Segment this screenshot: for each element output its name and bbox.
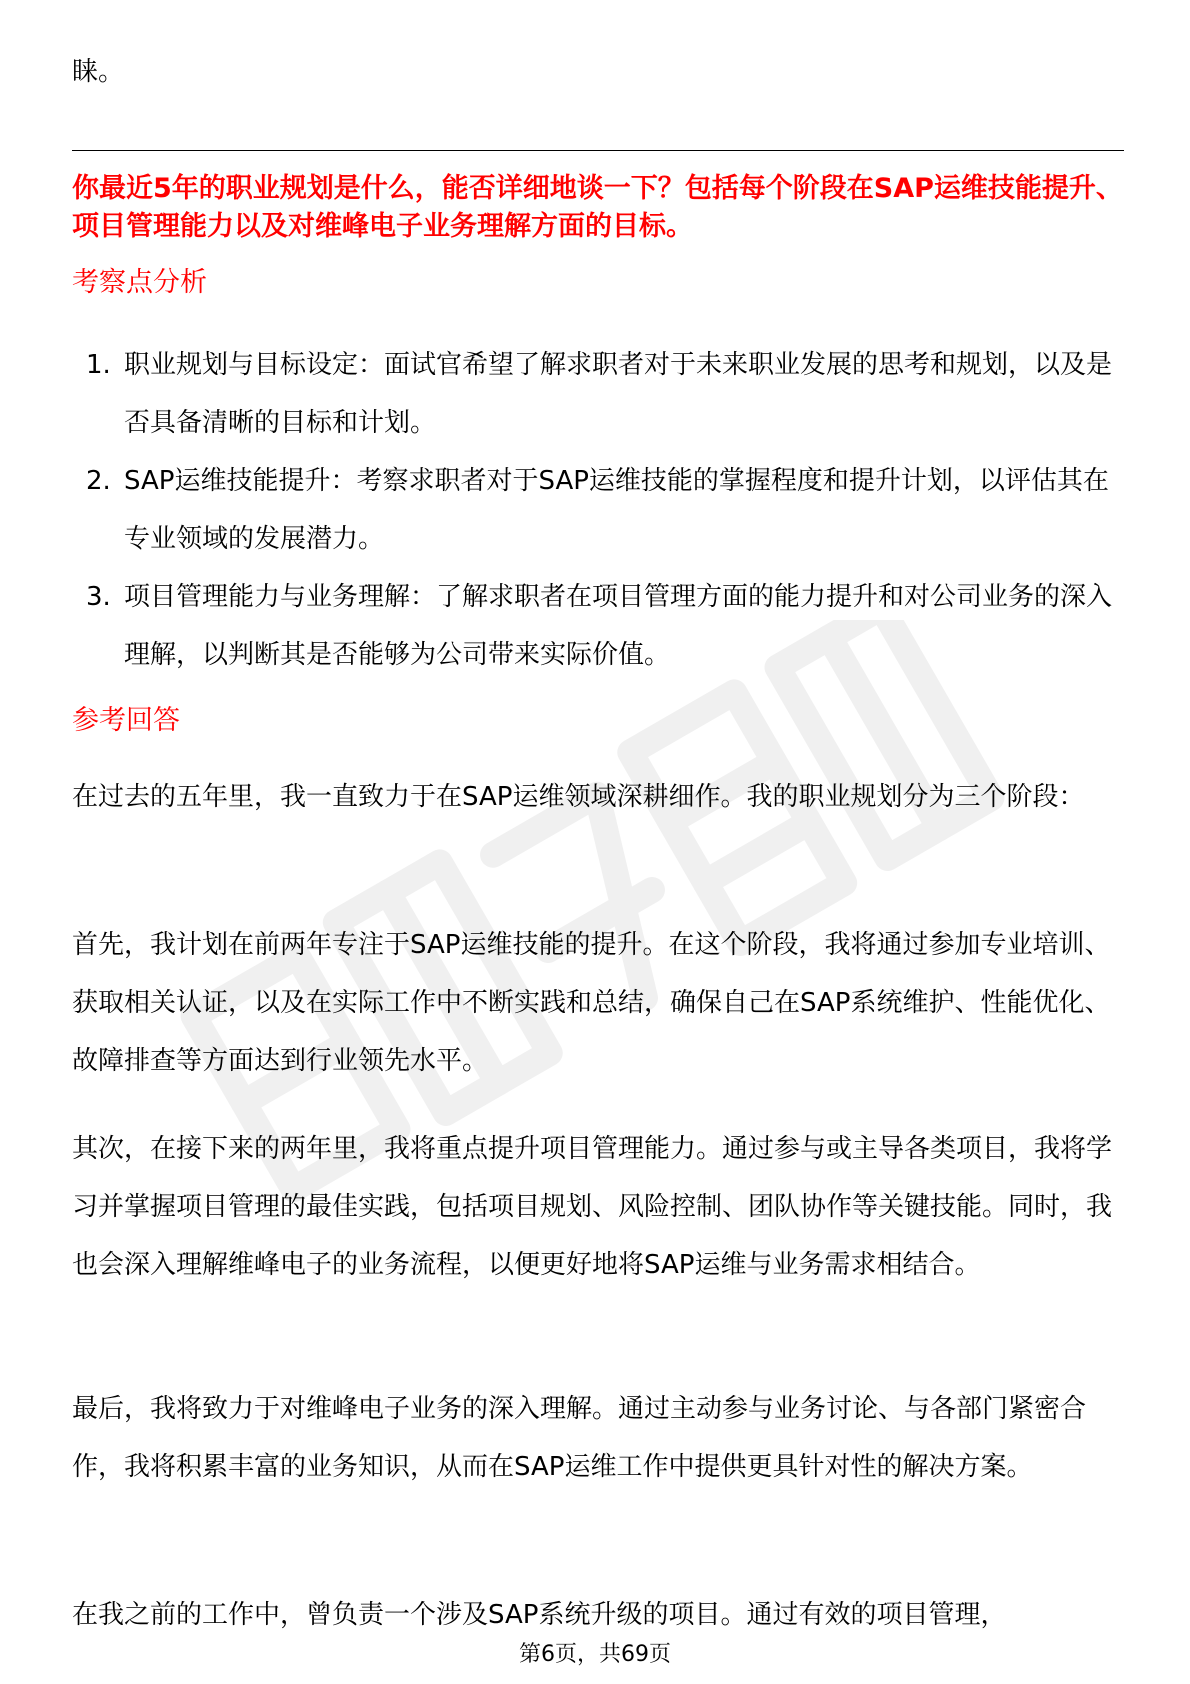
list-item-number: 2. — [86, 466, 111, 496]
section-divider — [72, 150, 1124, 151]
analysis-list — [72, 336, 1124, 684]
page-number: 第6页，共69页 — [519, 1642, 671, 1667]
answer-paragraph: 首先，我计划在前两年专注于SAP运维技能的提升。在这个阶段，我将通过参加专业培训、获取相关认证，以及在实际工作中不断实践和总结，确保自己在SAP系统维护、性能优化、故障排查等方面达到行业领先水平。 — [72, 930, 1111, 1076]
analysis-title: 考察点分析 — [72, 267, 207, 298]
answer-paragraph: 其次，在接下来的两年里，我将重点提升项目管理能力。通过参与或主导各类项目，我将学习并掌握项目管理的最佳实践，包括项目规划、风险控制、团队协作等关键技能。同时，我也会深入理解维峰电子的业务流程，以便更好地将SAP运维与业务需求相结合。 — [72, 1134, 1113, 1280]
question-heading: 你最近5年的职业规划是什么，能否详细地谈一下？包括每个阶段在SAP运维技能提升、项目管理能力以及对维峰电子业务理解方面的目标。 — [72, 173, 1123, 242]
list-item — [72, 568, 1124, 684]
list-item-number: 3. — [86, 582, 111, 612]
list-item-text: SAP运维技能提升：考察求职者对于SAP运维技能的掌握程度和提升计划，以评估其在专业领域的发展潜力。 — [124, 466, 1109, 554]
list-item — [72, 336, 1124, 452]
answer-paragraph: 最后，我将致力于对维峰电子业务的深入理解。通过主动参与业务讨论、与各部门紧密合作，我将积累丰富的业务知识，从而在SAP运维工作中提供更具针对性的解决方案。 — [72, 1394, 1087, 1482]
list-item-text: 职业规划与目标设定：面试官希望了解求职者对于未来职业发展的思考和规划，以及是否具备清晰的目标和计划。 — [124, 350, 1113, 438]
answer-title: 参考回答 — [72, 705, 180, 736]
answer-paragraph: 在过去的五年里，我一直致力于在SAP运维领域深耕细作。我的职业规划分为三个阶段： — [72, 782, 1085, 812]
list-item-text: 项目管理能力与业务理解：了解求职者在项目管理方面的能力提升和对公司业务的深入理解，以判断其是否能够为公司带来实际价值。 — [124, 582, 1113, 670]
answer-paragraph: 在我之前的工作中，曾负责一个涉及SAP系统升级的项目。通过有效的项目管理， — [72, 1600, 1007, 1630]
list-item — [72, 452, 1124, 568]
list-item-number: 1. — [86, 350, 111, 380]
previous-text-tail: 睐。 — [72, 57, 125, 87]
